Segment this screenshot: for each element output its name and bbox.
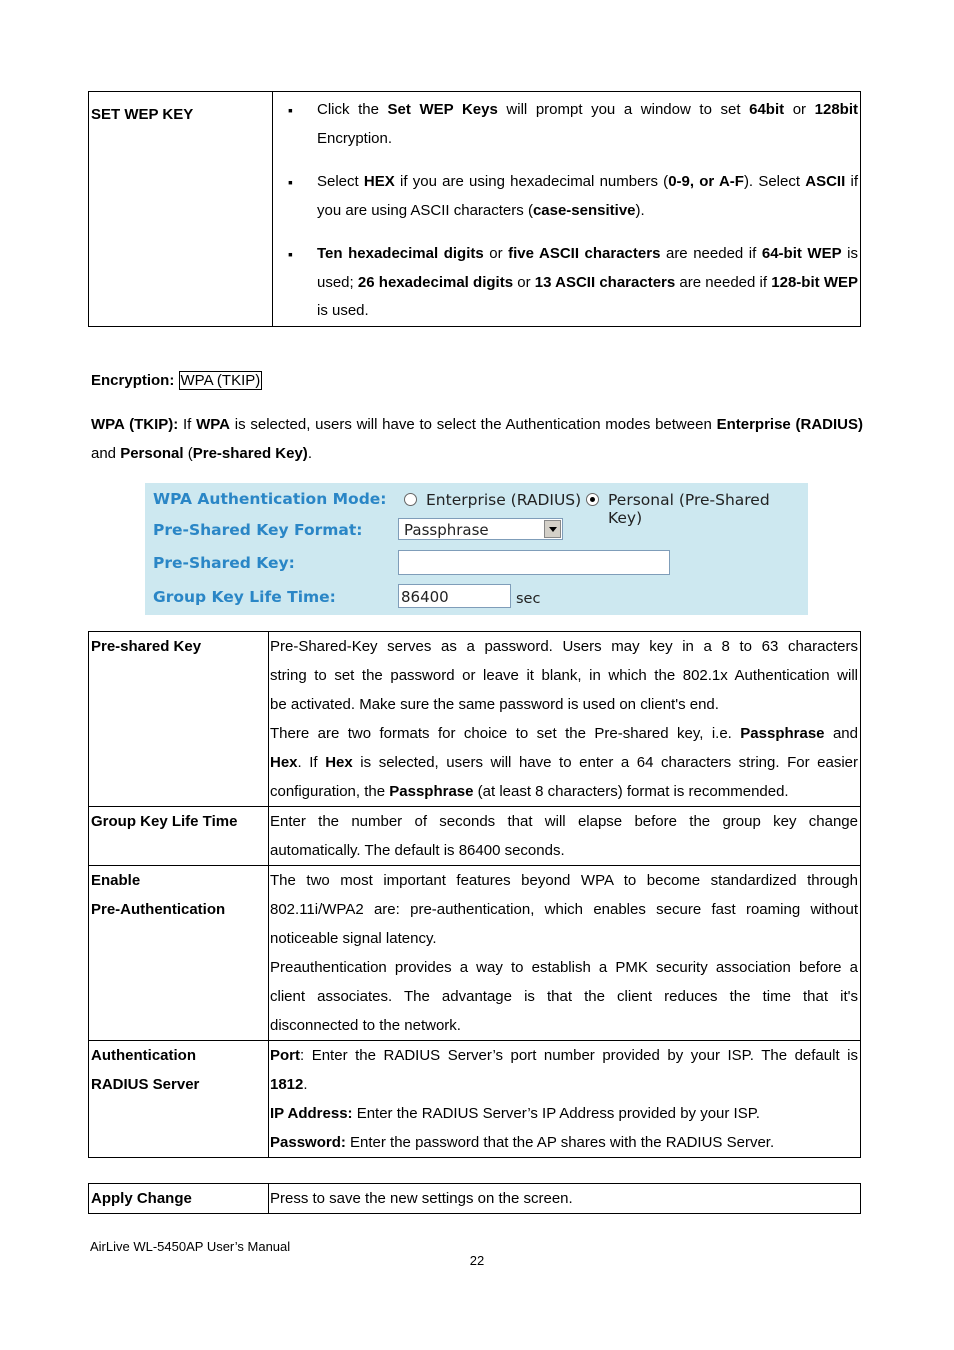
- personal-radio[interactable]: [586, 493, 599, 506]
- description-line: Password: Enter the password that the AP shares with the RADIUS Server.: [270, 1134, 775, 1151]
- wep-key-table: [88, 91, 861, 327]
- chevron-down-icon[interactable]: [544, 520, 561, 538]
- auth-mode-label: WPA Authentication Mode:: [153, 490, 387, 508]
- wpa-settings-panel: [145, 483, 808, 615]
- enterprise-radio[interactable]: [404, 493, 417, 506]
- description-line: Preauthentication provides a way to establish a PMK security association before a: [270, 959, 858, 976]
- description-line: noticeable signal latency.: [270, 930, 437, 947]
- apply-change-description: Press to save the new settings on the screen.: [269, 1184, 861, 1214]
- psk-format-select[interactable]: [398, 518, 563, 540]
- wep-bullet: ▪ Ten hexadecimal digits or five ASCII characters are needed if 64-bit WEP is used; 26 hexadecimal digits or 13 ASCII characters are needed if 128-bit WEP is used.: [279, 240, 858, 326]
- row-label-line: Pre-shared Key: [91, 638, 202, 655]
- row-label-line: Enable: [91, 872, 141, 889]
- description-line: The two most important features beyond WPA to become standardized through: [270, 872, 858, 889]
- wpa-settings-table: [88, 631, 861, 1158]
- enterprise-radio-label[interactable]: Enterprise (RADIUS): [426, 491, 582, 509]
- description-line: automatically. The default is 86400 seconds.: [270, 842, 565, 859]
- group-key-value: 86400: [401, 588, 449, 606]
- wep-bullet: ▪ Click the Set WEP Keys will prompt you a window to set 64bit or 128bit Encryption.: [279, 96, 858, 153]
- wpa-description: WPA (TKIP): If WPA is selected, users will have to select the Authentication modes between Enterprise (RADIUS) and Personal (Pre-shared Key).: [91, 416, 864, 462]
- description-line: configuration, the Passphrase (at least 8 characters) format is recommended.: [270, 783, 789, 800]
- table-row: [89, 807, 861, 866]
- description-line: 1812.: [270, 1076, 308, 1093]
- row-label: [89, 1041, 269, 1158]
- psk-format-value: Passphrase: [404, 521, 489, 539]
- description-line: string to set the password or leave it blank, in which the 802.1x Authentication will: [270, 667, 858, 684]
- row-label: [89, 866, 269, 1041]
- apply-change-label: Apply Change: [89, 1184, 269, 1214]
- row-description: [269, 866, 861, 1041]
- description-line: be activated. Make sure the same password is used on client's end.: [270, 696, 719, 713]
- wep-key-label: SET WEP KEY: [89, 92, 273, 327]
- table-row: [89, 1041, 861, 1158]
- row-label: [89, 632, 269, 807]
- description-line: disconnected to the network.: [270, 1017, 461, 1034]
- psk-label: Pre-Shared Key:: [153, 554, 295, 572]
- description-line: There are two formats for choice to set the Pre-shared key, i.e. Passphrase and: [270, 725, 858, 742]
- group-key-input[interactable]: [398, 584, 511, 608]
- row-description: [269, 807, 861, 866]
- personal-radio-label[interactable]: Personal (Pre-Shared Key): [608, 491, 770, 527]
- page-number: 22: [469, 1253, 485, 1268]
- wep-key-description: [273, 92, 861, 327]
- row-label-line: RADIUS Server: [91, 1076, 200, 1093]
- row-description: [269, 1041, 861, 1158]
- psk-input[interactable]: [398, 550, 670, 575]
- description-line: Port: Enter the RADIUS Server’s port number provided by your ISP. The default is: [270, 1047, 858, 1064]
- description-line: IP Address: Enter the RADIUS Server’s IP Address provided by your ISP.: [270, 1105, 760, 1122]
- wep-bullet: ▪ Select HEX if you are using hexadecimal numbers (0-9, or A-F). Select ASCII if you are using ASCII characters (case-sensitive).: [279, 168, 858, 225]
- group-key-unit: sec: [516, 591, 541, 607]
- apply-change-table: [88, 1183, 861, 1214]
- description-line: Hex. If Hex is selected, users will have to enter a 64 characters string. For easier: [270, 754, 858, 771]
- description-line: 802.11i/WPA2 are: pre-authentication, which enables secure fast roaming without: [270, 901, 858, 918]
- description-line: Pre-Shared-Key serves as a password. Users may key in a 8 to 63 characters: [270, 638, 858, 655]
- group-key-label: Group Key Life Time:: [153, 588, 336, 606]
- table-row: [89, 632, 861, 807]
- row-label: [89, 807, 269, 866]
- encryption-value: WPA (TKIP): [180, 372, 261, 389]
- row-label-line: Group Key Life Time: [91, 813, 238, 830]
- row-label-line: Authentication: [91, 1047, 196, 1064]
- psk-format-label: Pre-Shared Key Format:: [153, 521, 363, 539]
- row-label-line: Pre-Authentication: [91, 901, 226, 918]
- row-description: [269, 632, 861, 807]
- description-line: Enter the number of seconds that will elapse before the group key change: [270, 813, 858, 830]
- encryption-heading: [91, 371, 262, 391]
- encryption-label: Encryption:: [91, 372, 175, 389]
- table-row: [89, 866, 861, 1041]
- description-line: client associates. The advantage is that the client reduces the time that it's: [270, 988, 858, 1005]
- footer-manual-title: AirLive WL-5450AP User’s Manual: [90, 1239, 291, 1254]
